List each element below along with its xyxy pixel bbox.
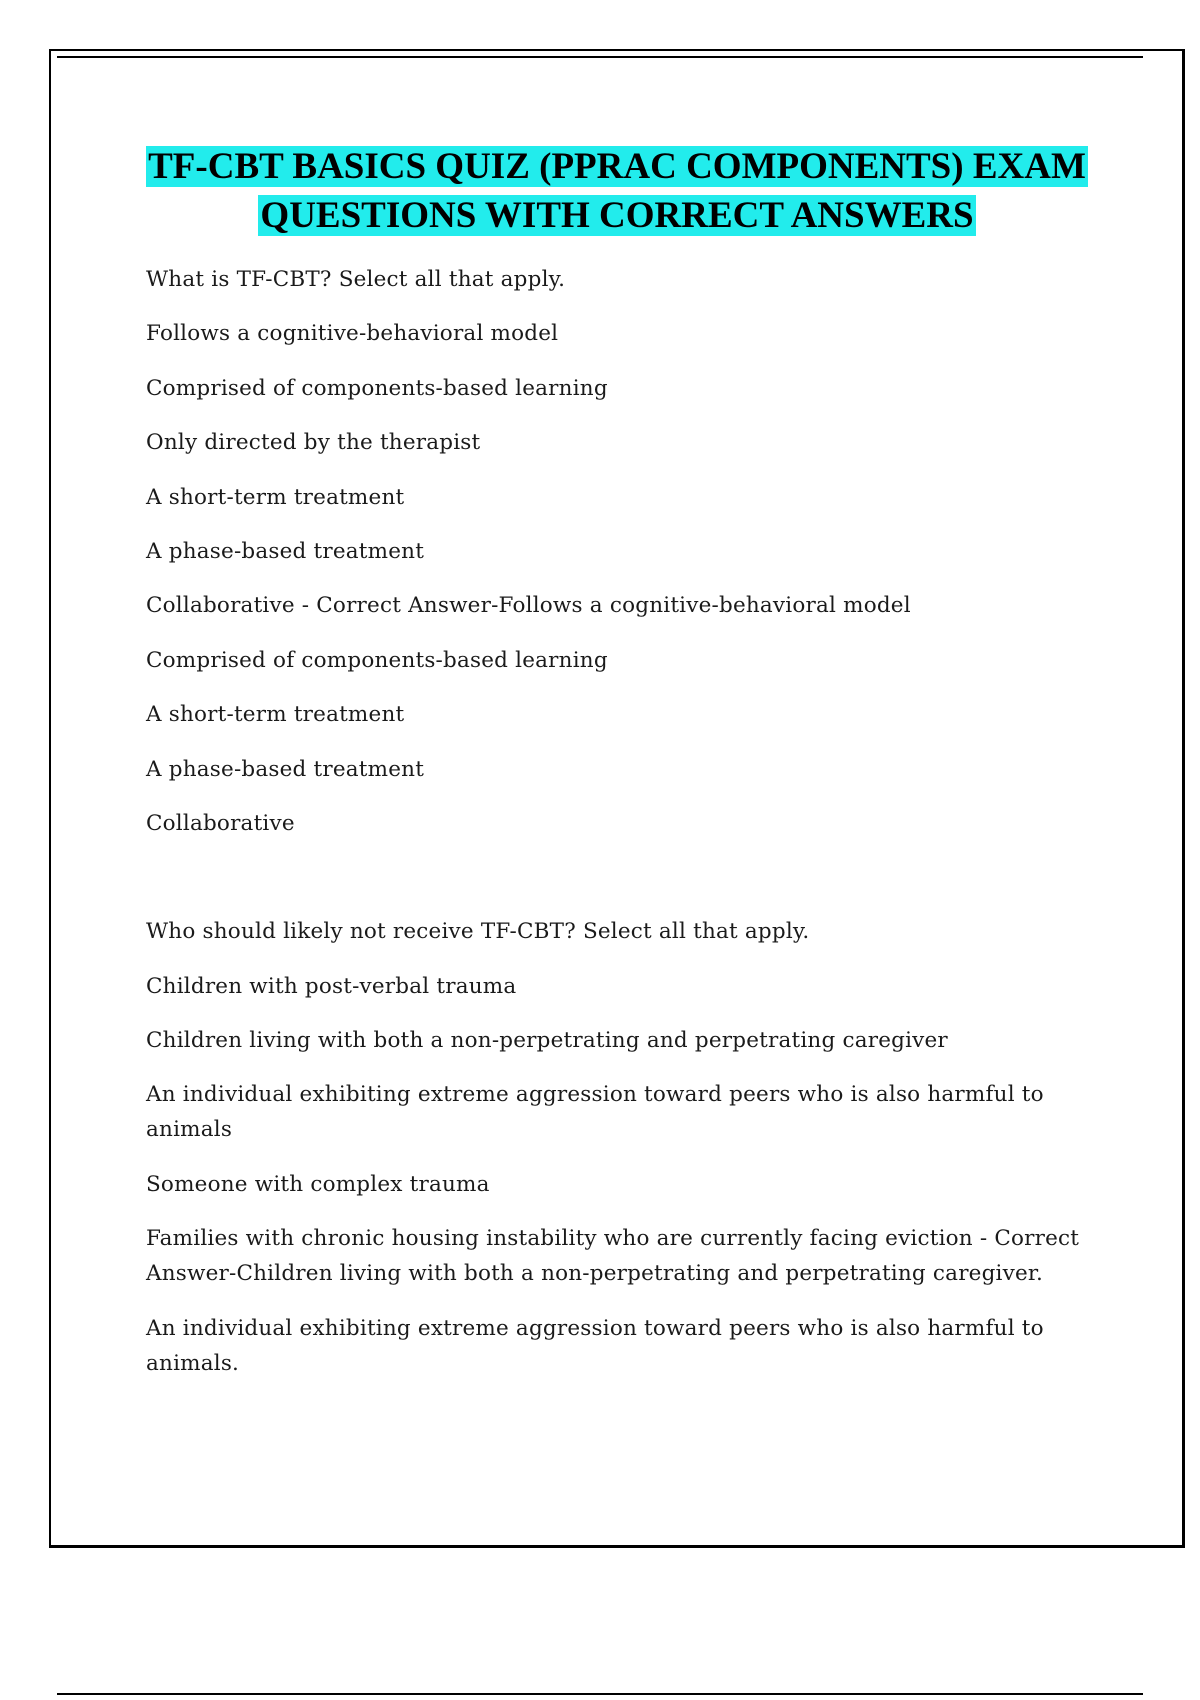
correct-answer-line: A phase-based treatment — [146, 756, 425, 782]
document-title — [100, 142, 1134, 240]
answer-option: Someone with complex trauma — [146, 1171, 490, 1197]
document-title-line-1: TF-CBT BASICS QUIZ (PPRAC COMPONENTS) EXAM — [148, 146, 1086, 187]
answer-option: Children living with both a non-perpetrating and perpetrating caregiver — [146, 1028, 948, 1054]
correct-answer-line: An individual exhibiting extreme aggression toward peers who is also harmful to animals. — [146, 1315, 1044, 1376]
correct-answer-line: Collaborative - Correct Answer-Follows a cognitive-behavioral model — [146, 593, 911, 619]
correct-answer-line: Comprised of components-based learning — [146, 647, 608, 673]
correct-answer-line: Collaborative — [146, 810, 295, 836]
answer-option: Comprised of components-based learning — [146, 375, 608, 401]
answer-option: A phase-based treatment — [146, 538, 425, 564]
answer-option: Follows a cognitive-behavioral model — [146, 321, 559, 347]
answer-option: Only directed by the therapist — [146, 430, 481, 456]
question-block-2 — [146, 914, 1086, 1380]
document-body — [146, 262, 1086, 1400]
answer-option: A short-term treatment — [146, 484, 405, 510]
question-spacer — [146, 860, 1086, 914]
bottom-rule — [57, 1693, 1143, 1695]
document-title-line-2: QUESTIONS WITH CORRECT ANSWERS — [260, 195, 974, 236]
question-prompt: What is TF-CBT? Select all that apply. — [146, 267, 566, 292]
correct-answer-line: Families with chronic housing instability who are currently facing eviction - Correct Answer-Children living with both a non-perpetrating and perpetrating caregiver. — [146, 1226, 1080, 1287]
answer-option: Children with post-verbal trauma — [146, 973, 517, 999]
question-prompt: Who should likely not receive TF-CBT? Select all that apply. — [146, 919, 810, 945]
question-block-1 — [146, 262, 1086, 841]
correct-answer-line: A short-term treatment — [146, 702, 405, 728]
answer-option: An individual exhibiting extreme aggression toward peers who is also harmful to animals — [146, 1082, 1044, 1143]
top-rule — [57, 56, 1143, 58]
